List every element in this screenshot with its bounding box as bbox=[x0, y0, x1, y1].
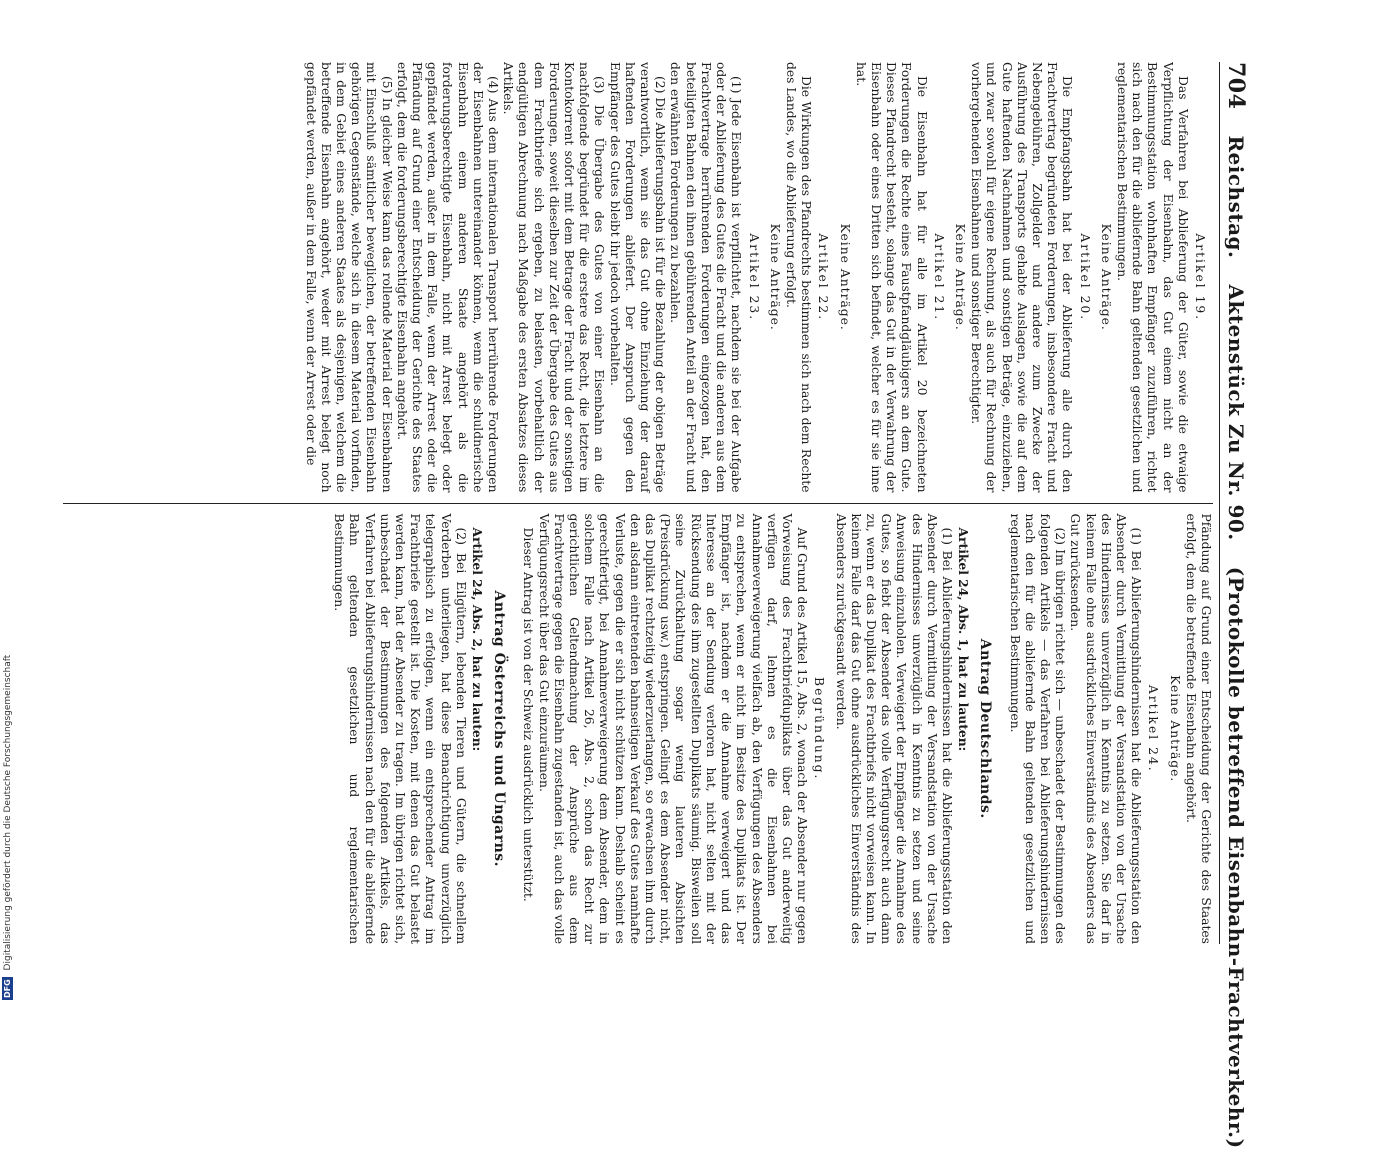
reasoning-text: Auf Grund des Artikel 15, Abs. 2, wonach der Absender nur gegen Vorweisung des Frachtbriefduplikats über das Gut anderweitig verfügen darf, lehnen es die Eisenbahnen bei Annahmeverweigerung vielfach ab, den Verfügungen des Absenders zu entsprechen, wenn er nicht im Besitze des Duplikats ist. Der Empfänger ist, nachdem er die Annahme verweigert und das Interesse an der Sendung verloren hat, nicht selten mit der Rücksendung des ihm zugestellten Duplikats säumig. Bisweilen soll seine Zurückhaltung sogar wenig lauteren Absichten (Preisdrückung usw.) entspringen. Gelingt es dem Absender nicht, das Duplikat rechtzeitig wiederzuerlangen, so erwachsen ihm durch den alsdann eintretenden bahnseitigen Verkauf des Gutes namhafte Verluste, gegen die er sich nicht schützen kann. Deshalb scheint es gerechtfertigt, bei Annahmeverweigerung dem Absender, dem in solchem Falle nach Artikel 26, Abs. 2, schon das Recht zur gerichtlichen Geltendmachung der Ansprüche aus dem Frachtvertrage gegen die Eisenbahn zugestanden ist, auch das volle Verfügungsrecht über das Gut einzuräumen. bbox=[536, 513, 810, 944]
article-20-heading: Artikel 20. bbox=[1077, 233, 1092, 322]
article-23-para-4: (4) Aus dem internationalen Transport herrührende Forderungen der Eisenbahnen untereinander können, wenn die schuldnerische Eisenbahn einem anderen Staate angehört als die forderungsberechtigte Eisenbahn, nicht mit Arrest belegt oder gepfändet werden, außer in dem Falle, wenn der Arrest oder die Pfändung auf Grund einer Entscheidung der Gerichte des Staates erfolgt, dem die forderungsberechtigte Eisenbahn angehört. bbox=[394, 62, 501, 493]
article-23-para-1: (1) Jede Eisenbahn ist verpflichtet, nachdem sie bei der Aufgabe oder der Ablieferung des Gutes die Fracht und die anderen aus dem Frachtvertrage herrührenden Forderungen eingezogen hat, den beteiligten Bahnen den ihnen gebührenden Anteil an der Fracht und den erwähnten Forderungen zu bezahlen. bbox=[668, 62, 744, 493]
article-19-no-motions: Keine Anträge. bbox=[1098, 223, 1113, 331]
article-22-no-motions: Keine Anträge. bbox=[767, 223, 782, 331]
page-header bbox=[1219, 62, 1249, 1149]
article-21-text: Die Eisenbahn hat für alle im Artikel 20 bezeichneten Forderungen die Rechte eines Faustpfandgläubigers an dem Gute. Dieses Pfandrecht besteht, solange das Gut in der Verwahrung der Eisenbahn oder eines Dritten sich befindet, welcher es für sie inne hat. bbox=[853, 62, 929, 493]
header-subject: (Protokolle betreffend Eisenbahn-Frachtverkehr.) bbox=[1224, 566, 1248, 1149]
page-number: 704 bbox=[1223, 62, 1249, 110]
article-20-text: Die Empfangsbahn hat bei der Ablieferung alle durch den Frachtvertrag begründeten Forderungen, insbesondere Fracht und Nebengebühren, Zollgelder und andere zum Zwecke der Ausführung des Transports gehabte Auslagen, sowie die auf dem Gute haftenden Nachnahmen und sonstigen Beträge, einzuziehen, und zwar sowohl für eigene Rechnung, als auch für Rechnung der vorhergehenden Eisenbahnen und sonstiger Berechtigter. bbox=[969, 62, 1075, 493]
article-23-para-3: (3) Die Übergabe des Gutes von einer Eisenbahn an die nachfolgende begründet für die erstere das Recht, die letztere im Kontokorrent sofort mit dem Betrage der Fracht und der sonstigen Forderungen, soweit dieselben zur Zeit der Übergabe des Gutes aus dem Frachtbriefe sich ergeben, zu belasten, vorbehaltlich der endgültigen Abrechnung nach Maßgabe des ersten Absatzes dieses Artikels. bbox=[501, 62, 607, 493]
motion-germany-heading: Antrag Deutschlands. bbox=[977, 638, 994, 819]
header-aktenstueck: Aktenstück Zu Nr. 90. bbox=[1224, 284, 1248, 541]
motion-germany-text: (1) Bei Ablieferungshindernissen hat die Ablieferungsstation den Absender durch Vermittlung der Versandstation von der Ursache des Hindernisses unverzüglich in Kenntnis zu setzen und seine Anweisung einzuholen. Verweigert der Empfänger die Annahme des Gutes, so fiebt der Absender das volle Verfügungsrecht auch dann zu, wenn er das Duplikat des Frachtbriefs nicht vorweisen kann. In keinem Falle darf das Gut ohne ausdrückliches Einverständnis des Absenders zurückgesandt werden. bbox=[833, 513, 954, 944]
article-23-no-motions: Keine Anträge. bbox=[1167, 675, 1182, 783]
article-23-para-5: (5) In gleicher Weise kann das rollende Material der Eisenbahnen mit Einschluß sämtlicher beweglichen, der betreffenden Eisenbahn gehörigen Gegenstände, welche sich in diesem Material vorfinden, in dem Gebiet eines anderen Staates als desjenigen, welchem die betreffende Eisenbahn angehört, weder mit Arrest belegt noch gepfändet werden, außer in dem Falle, wenn der Arrest oder die bbox=[303, 62, 394, 493]
article-24-para-1: (1) Bei Ablieferungshindernissen hat die Ablieferungsstation den Absender durch Vermittlung der Versandstation von der Ursache des Hindernisses unverzüglich in Kenntnis zu setzen. Sie darf in keinem Falle ohne ausdrückliches Einverständnis des Absenders das Gut zurücksenden. bbox=[1068, 513, 1144, 944]
right-column bbox=[63, 504, 1213, 945]
article-22-text: Die Wirkungen des Pfandrechts bestimmen sich nach dem Rechte des Landes, wo die Ablieferung erfolgt. bbox=[783, 62, 814, 493]
article-23-heading: Artikel 23. bbox=[746, 233, 761, 322]
digitization-credit-text: Digitalisierung gefördert durch die Deutsche Forschungsgemeinschaft bbox=[3, 654, 13, 971]
article-24-para-2: (2) Im übrigen richtet sich — unbeschadet der Bestimmungen des folgenden Artikels — das Verfahren bei Ablieferungshindernissen nach den für die abliefernde Bahn geltenden gesetzlichen und reglementarischen Bestimmungen. bbox=[1007, 513, 1068, 944]
motion-germany-subheading: Artikel 24, Abs. 1, hat zu lauten: bbox=[956, 527, 972, 752]
rotated-document-page bbox=[1, 0, 1263, 1149]
article-19-text: Das Verfahren bei Ablieferung der Güter, sowie die etwaige Verpflichtung der Eisenbahn, das Gut einem nicht an der Bestimmungsstation wohnhaften Empfänger zuzuführen, richtet sich nach den für die abliefernde Bahn geltenden gesetzlichen und reglementarischen Bestimmungen. bbox=[1114, 62, 1190, 493]
article-19-heading: Artikel 19. bbox=[1193, 233, 1207, 322]
motion-austria-hungary-subheading: Artikel 24, Abs. 2, hat zu lauten: bbox=[470, 527, 486, 752]
motion-austria-hungary-heading: Antrag Österreichs und Ungarns. bbox=[491, 590, 508, 868]
article-24-heading: Artikel 24. bbox=[1146, 684, 1161, 773]
article-23-para-2: (2) Die Ablieferungsbahn ist für die Bezahlung der obigen Beträge verantwortlich, wenn sie das Gut ohne Einziehung der darauf haftenden Forderungen abliefert. Der Anspruch gegen den Empfänger des Gutes bleibt ihr jedoch vorbehalten. bbox=[607, 62, 668, 493]
article-20-no-motions: Keine Anträge. bbox=[952, 223, 967, 331]
header-reichstag: Reichstag. bbox=[1224, 135, 1248, 259]
reasoning-heading: Begründung. bbox=[812, 677, 827, 781]
reasoning-support: Dieser Antrag ist von der Schweiz ausdrücklich unterstützt. bbox=[521, 527, 536, 902]
dfg-logo: DFG bbox=[3, 979, 12, 998]
text-columns bbox=[63, 62, 1213, 944]
motion-austria-hungary-text: (2) Bei Eilgütern, lebenden Tieren und Gütern, die schnellem Verderben unterliegen, hat diese Benachrichtigung unverzüglich telegraphisch zu erfolgen, wenn ein entsprechender Antrag im Frachtbriefe gestellt ist. Die Kosten, mit denen das Gut belastet werden kann, hat der Absender zu tragen. Im übrigen richtet sich, unbeschadet der Bestimmungen des folgenden Artikels, das Verfahren bei Ablieferungshindernissen nach den für die abliefernde Bahn geltenden gesetzlichen und reglementarischen Bestimmungen. bbox=[332, 513, 468, 944]
article-22-heading: Artikel 22. bbox=[816, 233, 831, 322]
article-23-continuation: Pfändung auf Grund einer Entscheidung der Gerichte des Staates erfolgt, dem die betreffende Eisenbahn angehört. bbox=[1183, 513, 1213, 944]
left-column bbox=[63, 62, 1213, 504]
digitization-credit bbox=[2, 600, 16, 1000]
article-21-heading: Artikel 21. bbox=[931, 233, 946, 322]
article-21-no-motions: Keine Anträge. bbox=[837, 223, 852, 331]
